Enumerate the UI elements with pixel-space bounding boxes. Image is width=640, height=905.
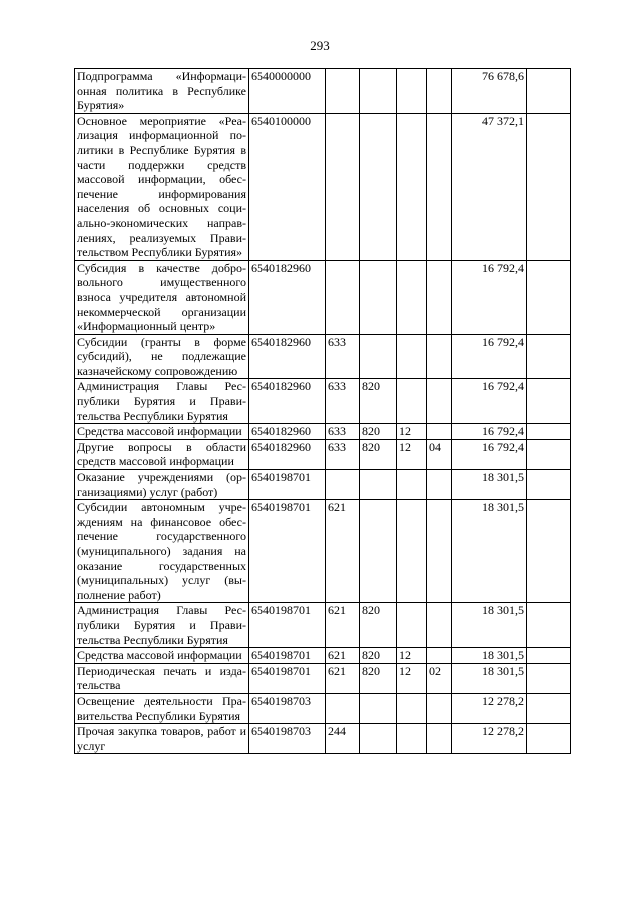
row-name: Прочая закупка товаров, работ и услуг	[75, 724, 249, 754]
amount: 18 301,5	[452, 603, 527, 648]
subsection-code	[427, 603, 452, 648]
target-code: 6540182960	[249, 334, 326, 379]
section-code: 12	[397, 424, 427, 440]
table-row	[75, 603, 571, 648]
table-row	[75, 379, 571, 424]
target-code: 6540182960	[249, 424, 326, 440]
administrator-code: 820	[360, 648, 397, 664]
amount: 16 792,4	[452, 439, 527, 469]
administrator-code	[360, 113, 397, 260]
amount: 16 792,4	[452, 379, 527, 424]
table-row	[75, 648, 571, 664]
amount: 16 792,4	[452, 260, 527, 334]
extra-cell	[527, 603, 571, 648]
subsection-code	[427, 113, 452, 260]
subsection-code	[427, 334, 452, 379]
row-name: Субсидия в качестве добровольного имущественного взноса учредителя автономной некоммерческой организации «Информационный центр»	[75, 260, 249, 334]
target-code: 6540198703	[249, 724, 326, 754]
target-code: 6540198703	[249, 693, 326, 723]
subsection-code	[427, 379, 452, 424]
expense-type-code	[326, 113, 360, 260]
subsection-code	[427, 648, 452, 664]
amount: 16 792,4	[452, 424, 527, 440]
expense-type-code: 244	[326, 724, 360, 754]
section-code	[397, 379, 427, 424]
expense-type-code	[326, 260, 360, 334]
extra-cell	[527, 424, 571, 440]
budget-table	[74, 68, 571, 754]
row-name: Средства массовой информации	[75, 648, 249, 664]
amount: 18 301,5	[452, 648, 527, 664]
section-code	[397, 334, 427, 379]
row-name: Администрация Главы Республики Бурятия и Правительства Республики Бурятия	[75, 603, 249, 648]
expense-type-code	[326, 693, 360, 723]
subsection-code	[427, 693, 452, 723]
subsection-code	[427, 724, 452, 754]
extra-cell	[527, 69, 571, 114]
extra-cell	[527, 648, 571, 664]
target-code: 6540198701	[249, 663, 326, 693]
target-code: 6540182960	[249, 379, 326, 424]
expense-type-code: 621	[326, 603, 360, 648]
row-name: Основное мероприятие «Реализация информационной политики в Республике Бурятия в части поддержки средств массовой информации, обеспечение информирования населения об основных социально-экономических направлениях, реализуемых Правительством Республики Бурятия»	[75, 113, 249, 260]
subsection-code	[427, 424, 452, 440]
section-code	[397, 69, 427, 114]
extra-cell	[527, 724, 571, 754]
table-row	[75, 113, 571, 260]
administrator-code	[360, 69, 397, 114]
target-code: 6540182960	[249, 439, 326, 469]
administrator-code	[360, 693, 397, 723]
row-name: Периодическая печать и издательства	[75, 663, 249, 693]
section-code	[397, 470, 427, 500]
amount: 18 301,5	[452, 470, 527, 500]
row-name: Субсидии автономным учреждениям на финансовое обеспечение государственного (муниципального) задания на оказание государственных (муниципальных) услуг (выполнение работ)	[75, 500, 249, 603]
section-code	[397, 113, 427, 260]
extra-cell	[527, 113, 571, 260]
administrator-code	[360, 724, 397, 754]
table-row	[75, 693, 571, 723]
extra-cell	[527, 260, 571, 334]
table-row	[75, 69, 571, 114]
amount: 12 278,2	[452, 724, 527, 754]
administrator-code	[360, 260, 397, 334]
administrator-code	[360, 470, 397, 500]
table-row	[75, 470, 571, 500]
table-row	[75, 663, 571, 693]
subsection-code: 02	[427, 663, 452, 693]
section-code: 12	[397, 663, 427, 693]
table-body	[75, 69, 571, 754]
target-code: 6540198701	[249, 500, 326, 603]
table-row	[75, 424, 571, 440]
target-code: 6540100000	[249, 113, 326, 260]
amount: 18 301,5	[452, 663, 527, 693]
row-name: Другие вопросы в области средств массовой информации	[75, 439, 249, 469]
table-row	[75, 334, 571, 379]
row-name: Администрация Главы Республики Бурятия и Правительства Республики Бурятия	[75, 379, 249, 424]
amount: 12 278,2	[452, 693, 527, 723]
row-name: Оказание учреждениями (организациями) услуг (работ)	[75, 470, 249, 500]
administrator-code: 820	[360, 603, 397, 648]
expense-type-code: 621	[326, 648, 360, 664]
extra-cell	[527, 379, 571, 424]
row-name: Субсидии (гранты в форме субсидий), не подлежащие казначейскому сопровождению	[75, 334, 249, 379]
target-code: 6540198701	[249, 470, 326, 500]
amount: 16 792,4	[452, 334, 527, 379]
expense-type-code: 633	[326, 334, 360, 379]
subsection-code	[427, 500, 452, 603]
amount: 18 301,5	[452, 500, 527, 603]
section-code: 12	[397, 439, 427, 469]
section-code	[397, 260, 427, 334]
extra-cell	[527, 663, 571, 693]
expense-type-code: 633	[326, 424, 360, 440]
expense-type-code: 621	[326, 663, 360, 693]
row-name: Средства массовой информации	[75, 424, 249, 440]
expense-type-code: 621	[326, 500, 360, 603]
administrator-code	[360, 500, 397, 603]
administrator-code	[360, 334, 397, 379]
section-code	[397, 724, 427, 754]
target-code: 6540198701	[249, 603, 326, 648]
section-code: 12	[397, 648, 427, 664]
extra-cell	[527, 470, 571, 500]
amount: 47 372,1	[452, 113, 527, 260]
subsection-code	[427, 260, 452, 334]
extra-cell	[527, 500, 571, 603]
amount: 76 678,6	[452, 69, 527, 114]
administrator-code: 820	[360, 424, 397, 440]
administrator-code: 820	[360, 379, 397, 424]
row-name: Подпрограмма «Информационная политика в Республике Бурятия»	[75, 69, 249, 114]
table-row	[75, 500, 571, 603]
row-name: Освещение деятельности Правительства Республики Бурятия	[75, 693, 249, 723]
expense-type-code: 633	[326, 379, 360, 424]
section-code	[397, 603, 427, 648]
target-code: 6540198701	[249, 648, 326, 664]
subsection-code	[427, 69, 452, 114]
table-row	[75, 724, 571, 754]
section-code	[397, 693, 427, 723]
extra-cell	[527, 693, 571, 723]
expense-type-code: 633	[326, 439, 360, 469]
expense-type-code	[326, 470, 360, 500]
section-code	[397, 500, 427, 603]
target-code: 6540000000	[249, 69, 326, 114]
administrator-code: 820	[360, 439, 397, 469]
page-number: 293	[310, 38, 330, 53]
subsection-code: 04	[427, 439, 452, 469]
administrator-code: 820	[360, 663, 397, 693]
extra-cell	[527, 439, 571, 469]
table-row	[75, 260, 571, 334]
subsection-code	[427, 470, 452, 500]
extra-cell	[527, 334, 571, 379]
expense-type-code	[326, 69, 360, 114]
table-row	[75, 439, 571, 469]
target-code: 6540182960	[249, 260, 326, 334]
